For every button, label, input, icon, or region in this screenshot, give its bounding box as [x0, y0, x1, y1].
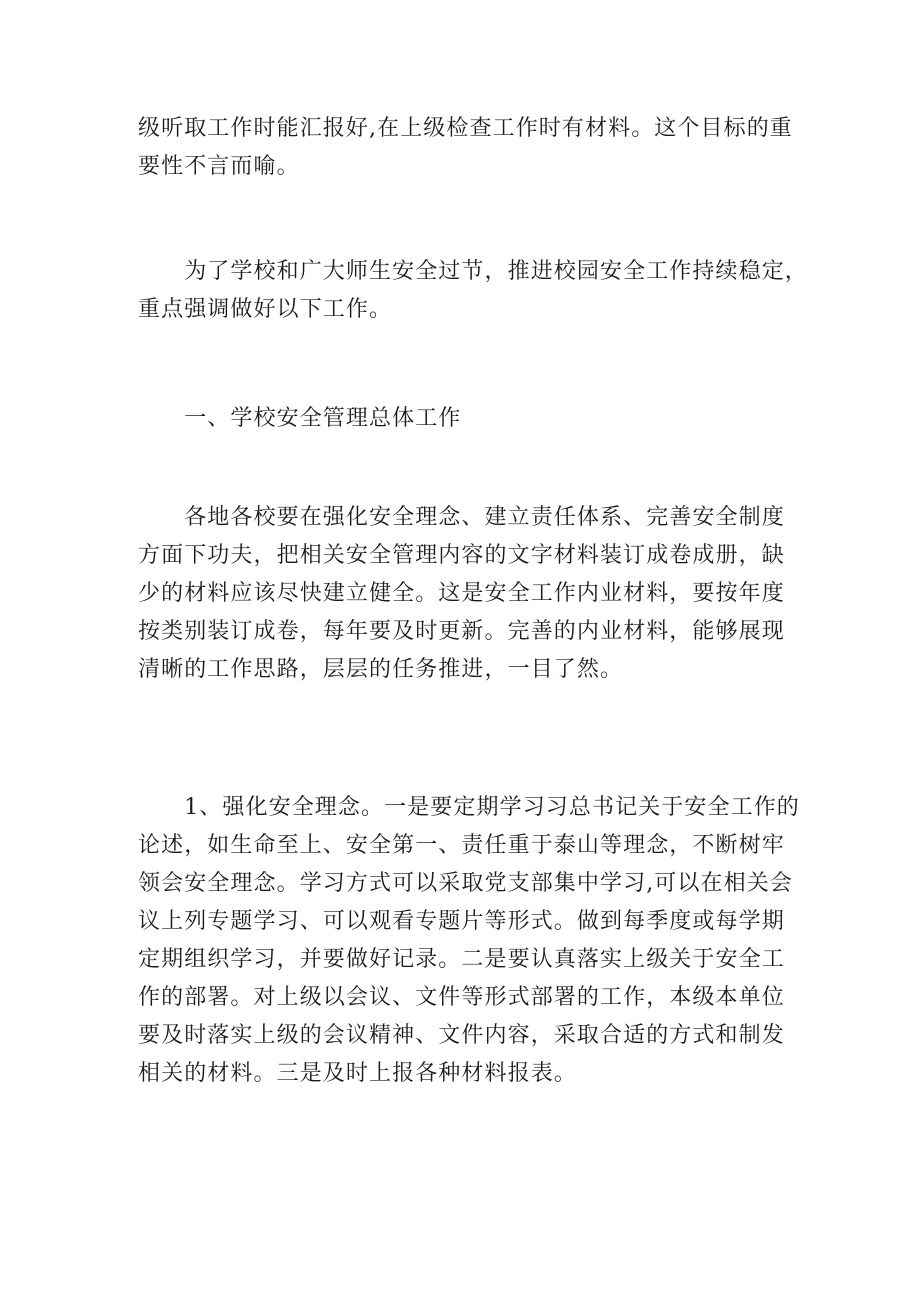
paragraph-safety-concept	[138, 789, 798, 1093]
text-line: 为了学校和广大师生安全过节，推进校园安全工作持续稳定，	[138, 259, 808, 284]
text-line: 重点强调做好以下工作。	[138, 297, 393, 322]
text-line: 按类别装订成卷，每年要及时更新。完善的内业材料，能够展现	[138, 619, 785, 644]
text-line: 定期组织学习，并要做好记录。二是要认真落实上级关于安全工	[138, 947, 785, 972]
paragraph-continuation	[138, 110, 798, 186]
text-line: 方面下功夫，把相关安全管理内容的文字材料装订成卷成册，缺	[138, 543, 785, 568]
heading-line: 一、学校安全管理总体工作	[138, 406, 462, 431]
text-line: 议上列专题学习、可以观看专题片等形式。做到每季度或每学期	[138, 909, 785, 934]
text-line: 领会安全理念。学习方式可以采取党支部集中学习,可以在相关会	[138, 871, 793, 896]
paragraph-overview	[138, 499, 798, 689]
text-line: 1、强化安全理念。一是要定期学习习总书记关于安全工作的	[138, 795, 800, 820]
section-heading	[138, 400, 798, 438]
text-line: 少的材料应该尽快建立健全。这是安全工作内业材料，要按年度	[138, 581, 785, 606]
text-line: 要性不言而喻。	[138, 154, 300, 179]
paragraph-intro	[138, 253, 808, 329]
text-line: 各地各校要在强化安全理念、建立责任体系、完善安全制度	[138, 505, 785, 530]
text-line: 要及时落实上级的会议精神、文件内容，采取合适的方式和制发	[138, 1023, 785, 1048]
text-line: 论述，如生命至上、安全第一、责任重于泰山等理念，不断树牢	[138, 833, 785, 858]
text-line: 级听取工作时能汇报好,在上级检查工作时有材料。这个目标的重	[138, 116, 793, 141]
text-line: 相关的材料。三是及时上报各种材料报表。	[138, 1061, 577, 1086]
text-line: 作的部署。对上级以会议、文件等形式部署的工作，本级本单位	[138, 985, 785, 1010]
text-line: 清晰的工作思路，层层的任务推进，一目了然。	[138, 657, 624, 682]
